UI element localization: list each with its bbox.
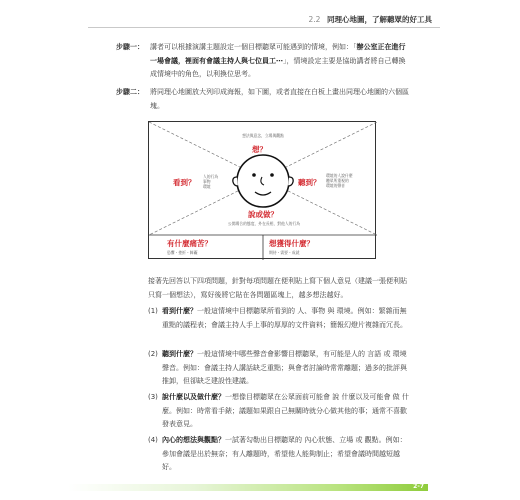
question-text: 一般這情境中目標聽眾所看到的 人、事物 與 環境。例如：繁雜而無重點的議程表；會議主持人手上事的厚厚的文件資料；簡報幻燈片複雜而冗長。	[162, 307, 407, 329]
question-text: 一試著勾勒出目標聽眾的 內心狀態、立場 或 觀點。例如：參加會議是出於無奈；有人離題時，希望他人能夠制止；希望會議時間越短越好。	[162, 436, 407, 471]
running-header	[132, 14, 432, 25]
hear-label: 聽到？	[298, 178, 321, 187]
step-two-text: 將同理心地圖放大列印成海報，如下圖，或者直接在白板上畫出同理心地圖的六個區塊。	[150, 88, 409, 110]
step-one-emphasis: 辦公室正在進行一場會議，裡面有會議主持人與七位員工⋯	[150, 43, 406, 65]
see-label: 看到？	[173, 178, 196, 187]
header-rule	[88, 27, 440, 28]
step-one	[116, 41, 412, 82]
right-eye-icon	[270, 173, 274, 177]
question-body	[162, 434, 410, 475]
question-title: 聽到什麼？	[162, 350, 197, 358]
question-text: 一般這情境中哪些聲音會影響目標聽眾，有可能是人的 言語 或 環境聲音。例如：會議主持人講話缺乏重點；與會者討論時常常離題；過多的批評與推卸，但卻缺乏建設性建議。	[162, 350, 407, 385]
question-number: (4)	[148, 436, 158, 444]
head-icon	[237, 155, 289, 207]
intro-paragraph: 接著先回答以下四項問題，針對每項問題在便利貼上寫下個人意見（建議一張便利貼只寫一個想法），寫好後將它貼在各問題區塊上，越多想法越好。	[148, 277, 407, 299]
say-do-note: 公開場合的態度，外在長相，對他人的行為	[227, 221, 301, 226]
page-number: 2-7	[413, 483, 424, 490]
question-title: 說什麼以及做什麼？	[162, 393, 225, 401]
question-title: 看到什麼？	[162, 307, 197, 315]
question-body	[162, 305, 410, 332]
step-one-text-a: 講者可以根據演講主題設定一個目標聽眾可能遇到的情境，例如：「	[150, 43, 357, 51]
question-item	[148, 434, 410, 475]
section-title: 同理心地圖，了解聽眾的好工具	[327, 15, 432, 24]
pain-label: 有什麼痛苦？	[167, 239, 212, 248]
step-one-text	[150, 41, 412, 82]
question-item	[148, 305, 410, 332]
left-eye-icon	[252, 173, 256, 177]
gain-note: 期待・需要・成就	[269, 250, 300, 255]
question-body	[162, 348, 410, 389]
pain-note: 恐懼・挫折・障礙	[167, 250, 198, 255]
step-two-label: 步驟二：	[116, 88, 144, 96]
question-title: 內心的想法與觀點？	[162, 436, 225, 444]
question-number: (2)	[148, 350, 158, 358]
think-label: 想？	[252, 145, 267, 154]
question-body	[162, 391, 410, 432]
question-item	[148, 348, 410, 389]
empathy-map-diagram	[148, 121, 376, 259]
say-do-label: 說或做？	[248, 210, 278, 219]
section-number: 2.2	[308, 15, 321, 24]
think-note: 想法與意念，立場與觀點	[242, 133, 284, 138]
step-one-label: 步驟一：	[116, 43, 144, 51]
see-note: 人的行為 事物 環境	[203, 174, 219, 189]
step-one-text-b: 」，情境設定主要是協助講者將自己轉換成情境中的角色，以利換位思考。	[150, 56, 406, 78]
question-number: (1)	[148, 307, 158, 315]
hear-note: 環境的人說什麼 聽眾所重視的 環境的聲音	[326, 173, 353, 188]
step-two	[116, 86, 412, 113]
question-text: 一想像目標聽眾在公眾面前可能會 說 什麼以及可能會 做 什麼。例如：時常看手錶；議題如果跟自己無關時就分心做其他的事；通常不喜歡發表意見。	[162, 393, 409, 428]
gain-label: 想獲得什麼？	[269, 239, 314, 248]
question-item	[148, 391, 410, 432]
footer-bar	[68, 484, 428, 491]
question-number: (3)	[148, 393, 158, 401]
